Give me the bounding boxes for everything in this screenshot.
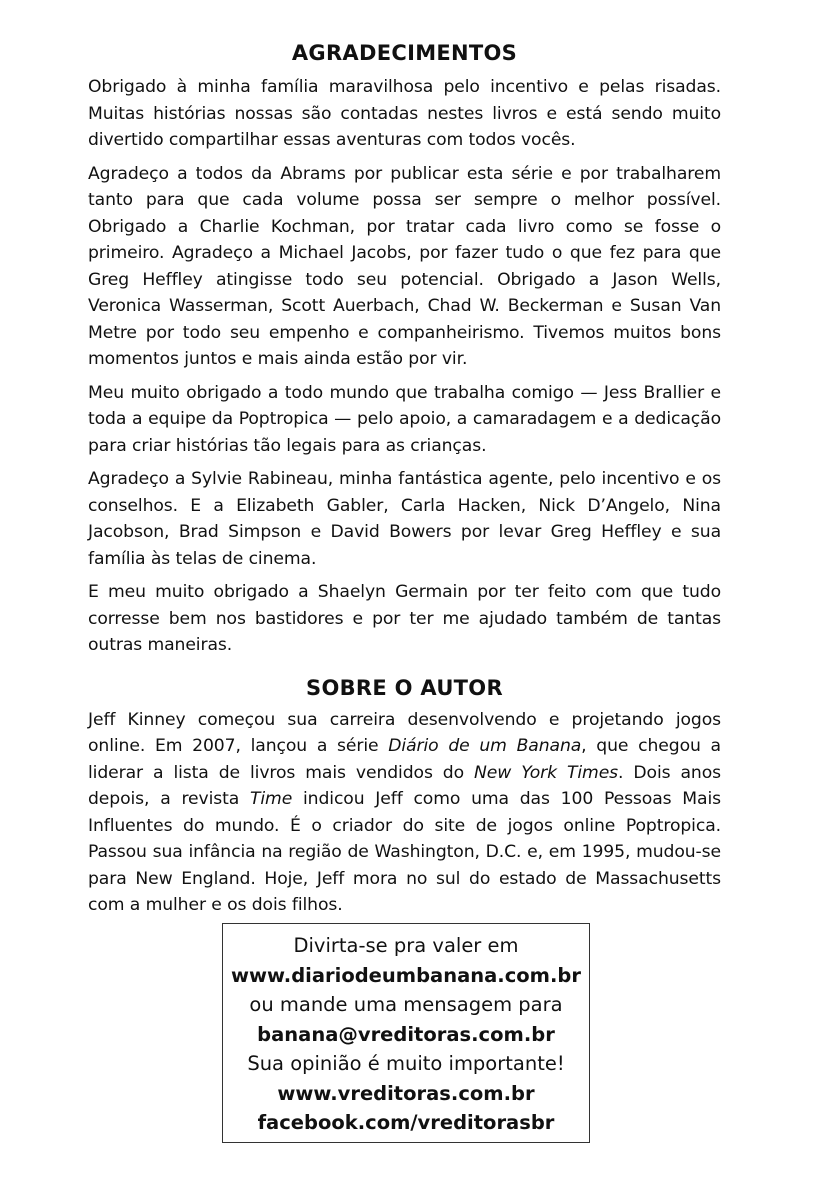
about-author-title: SOBRE O AUTOR: [306, 675, 503, 700]
about-author-text: . Dois anos depois, a revista: [88, 762, 721, 809]
facebook-link[interactable]: facebook.com/vreditorasbr: [257, 1111, 555, 1134]
site-link[interactable]: www.diariodeumbanana.com.br: [231, 963, 581, 987]
magazine-title: Time: [249, 789, 293, 809]
acknowledgements-title: AGRADECIMENTOS: [291, 41, 518, 65]
opinion-note: Sua opinião é muito importante!: [247, 1052, 565, 1075]
contact-message-prompt: ou mande uma mensagem para: [249, 993, 563, 1016]
about-author-section: [88, 673, 721, 919]
page-content: [88, 38, 721, 926]
acknowledgements-paragraph: Agradeço a todos da Abrams por publicar esta série e por trabalharem tanto para que cada volume possa ser sempre o melhor possível. Obrigado a Charlie Kochman, por tratar cada livro como se fosse o primeiro. Agradeço a Michael Jacobs, por fazer tudo o que fez para que Greg Heffley atingisse todo seu potencial. Obrigado a Jason Wells, Veronica Wasserman, Scott Auerbach, Chad W. Beckerman e Susan Van Metre por todo seu empenho e companheirismo. Tivemos muitos bons momentos juntos e mais ainda estão por vir.: [88, 163, 721, 369]
about-author-text: indicou Jeff como uma das 100 Pessoas Mais Influentes do mundo. É o criador do site de jogos online Poptropica. Passou sua infância na região de Washington, D.C. e, em 1995, mudou-se para New England. Hoje, Jeff mora no sul do estado de Massachusetts com a mulher e os dois filhos.: [88, 789, 721, 915]
contact-intro: Divirta-se pra valer em: [293, 934, 519, 957]
acknowledgements-paragraph: Meu muito obrigado a todo mundo que trabalha comigo — Jess Brallier e toda a equipe da Poptropica — pelo apoio, a camaradagem e a dedicação para criar histórias tão legais para as crianças.: [88, 382, 721, 456]
acknowledgements-paragraph: Obrigado à minha família maravilhosa pelo incentivo e pelas risadas. Muitas histórias nossas são contadas nestes livros e está sendo muito divertido compartilhar essas aventuras com todos vocês.: [88, 77, 721, 150]
about-author-paragraph: [88, 707, 721, 919]
about-author-text: , que chegou a liderar a lista de livros mais vendidos do: [88, 736, 721, 783]
book-series-title: Diário de um Banana: [388, 736, 582, 756]
newspaper-title: New York Times: [474, 762, 619, 783]
contact-box: [222, 923, 590, 1143]
acknowledgements-paragraph: Agradeço a Sylvie Rabineau, minha fantástica agente, pelo incentivo e os conselhos. E a Elizabeth Gabler, Carla Hacken, Nick D’Angelo, Nina Jacobson, Brad Simpson e David Bowers por levar Greg Heffley e sua família às telas de cinema.: [88, 469, 721, 569]
about-author-text: Jeff Kinney começou sua carreira desenvolvendo e projetando jogos online. Em 2007, lançou a série: [88, 709, 721, 756]
email-link[interactable]: banana@vreditoras.com.br: [257, 1022, 555, 1046]
acknowledgements-paragraph: E meu muito obrigado a Shaelyn Germain por ter feito com que tudo corresse bem nos bastidores e por ter me ajudado também de tantas outras maneiras.: [88, 582, 721, 655]
publisher-site-link[interactable]: www.vreditoras.com.br: [277, 1081, 535, 1105]
acknowledgements-section: [88, 38, 721, 659]
